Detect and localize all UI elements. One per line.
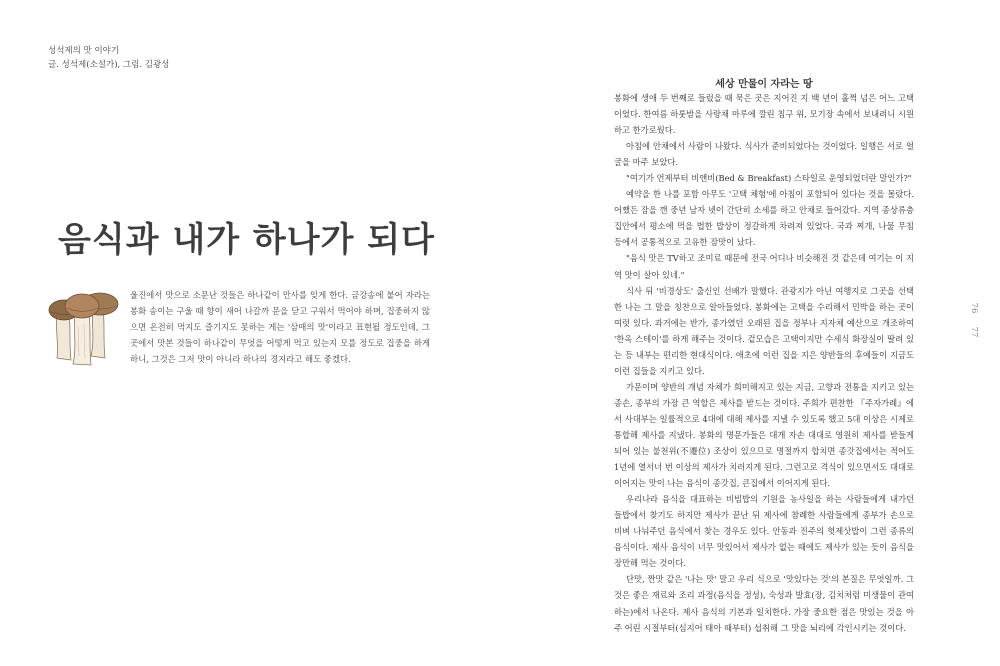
chapter-intro: 울진에서 맛으로 소문난 것들은 하나같이 만사를 잊게 한다. 금강송에 붙어 자라는 봉화 송이는 구울 때 향이 새어 나갈까 문을 닫고 구워서 먹어야 하며, 집중하지 않으면 온전히 먹지도 즐기지도 못하는 게는 '삼매의 맛'이라고 표현될 정도인데, 그곳에서 맛본 것들이 하나같이 무엇을 어떻게 먹고 있는지 모를 정도로 집중을 하게 하니, 그것은 그저 맛이 아니라 하나의 경지라고 해도 좋겠다. — [130, 290, 430, 364]
page-numbers — [967, 296, 981, 344]
series-header — [48, 44, 169, 72]
series-title: 성석제의 맛 이야기 — [48, 46, 120, 56]
page-number-right: 77 — [969, 326, 979, 338]
paragraph: 가문이며 양반의 개념 자체가 희미해지고 있는 지금, 고향과 전통을 지키고 있는 종손, 종부의 가장 큰 역할은 제사를 받드는 것이다. 주희가 편찬한 『주자가례』에서 사대부는 일률적으로 4대에 대해 제사를 지낼 수 있도록 했고 5대 이상은 시제로 통합해 제사를 지냈다. 봉화의 명문가들은 대개 자손 대대로 영원히 제사를 받들게 되어 있는 불천위(不遷位) 조상이 있으므로 명절까지 합치면 종갓집에서는 적어도 1년에 열서너 번 이상의 제사가 치러지게 된다. 그런고로 격식이 있으면서도 대대로 이어지는 맛이 나는 음식이 종갓집, 큰집에서 이어지게 된다. — [614, 381, 914, 489]
paragraph: 우리나라 음식을 대표하는 비빔밥의 기원을 농사일을 하는 사람들에게 내가던 들밥에서 찾기도 하지만 제사가 끝난 뒤 제사에 참례한 사람들에게 종부가 손으로 비벼 나눠주던 음식에서 찾는 경우도 있다. 안동과 진주의 헛제삿밥이 그런 종류의 음식이다. 제사 음식이 너무 맛있어서 제사가 없는 때에도 제사가 있는 듯이 음식을 장만해 먹는 것이다. — [614, 494, 914, 569]
paragraph: 봉화에 생애 두 번째로 들렀을 때 묵은 곳은 지어진 지 백 년이 훌쩍 넘은 어느 고택이었다. 한여름 하룻밤을 사랑채 마루에 깔린 침구 위, 모기장 속에서 보내려니 시원하고 한가로웠다. — [614, 93, 914, 136]
paragraph: 아침에 안채에서 사람이 나왔다. 식사가 준비되었다는 것이었다. 일행은 서로 얼굴을 마주 보았다. — [614, 141, 914, 168]
paragraph: 단맛, 짠맛 같은 '나는 맛' 말고 우리 식으로 '맛있다는 것'의 본질은 무엇일까. 그것은 좋은 재료와 조리 과정(음식을 정성), 숙성과 발효(장, 김치처럼 미생물이 관여하는)에서 나온다. 제사 음식의 기본과 일치한다. 가장 중요한 점은 맛있는 것을 아주 어린 시절부터(심지어 태아 때부터) 섭취해 그 맛을 뇌리에 각인시키는 것이다. — [614, 574, 914, 633]
chapter-title: 음식과 내가 하나가 되다 — [58, 220, 435, 260]
credits: 글. 성석제(소설가), 그림. 김광성 — [48, 60, 170, 70]
essay-title: 세상 만물이 자라는 땅 — [715, 79, 813, 90]
page-number-left: 76 — [969, 302, 979, 314]
paragraph: 예약을 한 나를 포함 아무도 '고택 체험'에 아침이 포함되어 있다는 것을 몰랐다. 어쨌든 잠을 깬 중년 남자 넷이 간단히 소세를 하고 안채로 들어갔다. 지역 종상류층 집안에서 평소에 먹을 법한 밥상이 정갈하게 차려져 있었다. 국과 찌개, 나물 무침 등에서 공통적으로 고유한 잠맛이 났다. — [614, 189, 914, 248]
mushroom-illustration — [45, 286, 125, 368]
essay-body — [614, 90, 914, 636]
paragraph: "여기가 언제부터 비앤비(Bed & Breakfast) 스타일로 운영되었더란 말인가?" — [626, 173, 912, 184]
paragraph: 식사 뒤 '비경상도' 출신인 선배가 말했다. 관광지가 아닌 여행지로 그곳을 선택한 나는 그 말을 칭찬으로 알아들었다. 봉화에는 고택을 수리해서 민박을 하는 곳이 여럿 있다. 과거에는 반가, 종가였던 오래된 집을 정부나 지자체 예산으로 개조하여 '한옥 스테이'를 하게 해주는 것이다. 겉모습은 고택이지만 수세식 화장실이 딸려 있는 등 내부는 편리한 현대식이다. 애초에 이런 집을 지은 양반들의 후예들이 지금도 이런 집들을 지키고 있다. — [614, 285, 914, 376]
paragraph: "음식 맛은 TV하고 조미료 때문에 전국 어디나 비슷해진 것 같은데 여기는 이 지역 맛이 살아 있네." — [614, 253, 914, 280]
